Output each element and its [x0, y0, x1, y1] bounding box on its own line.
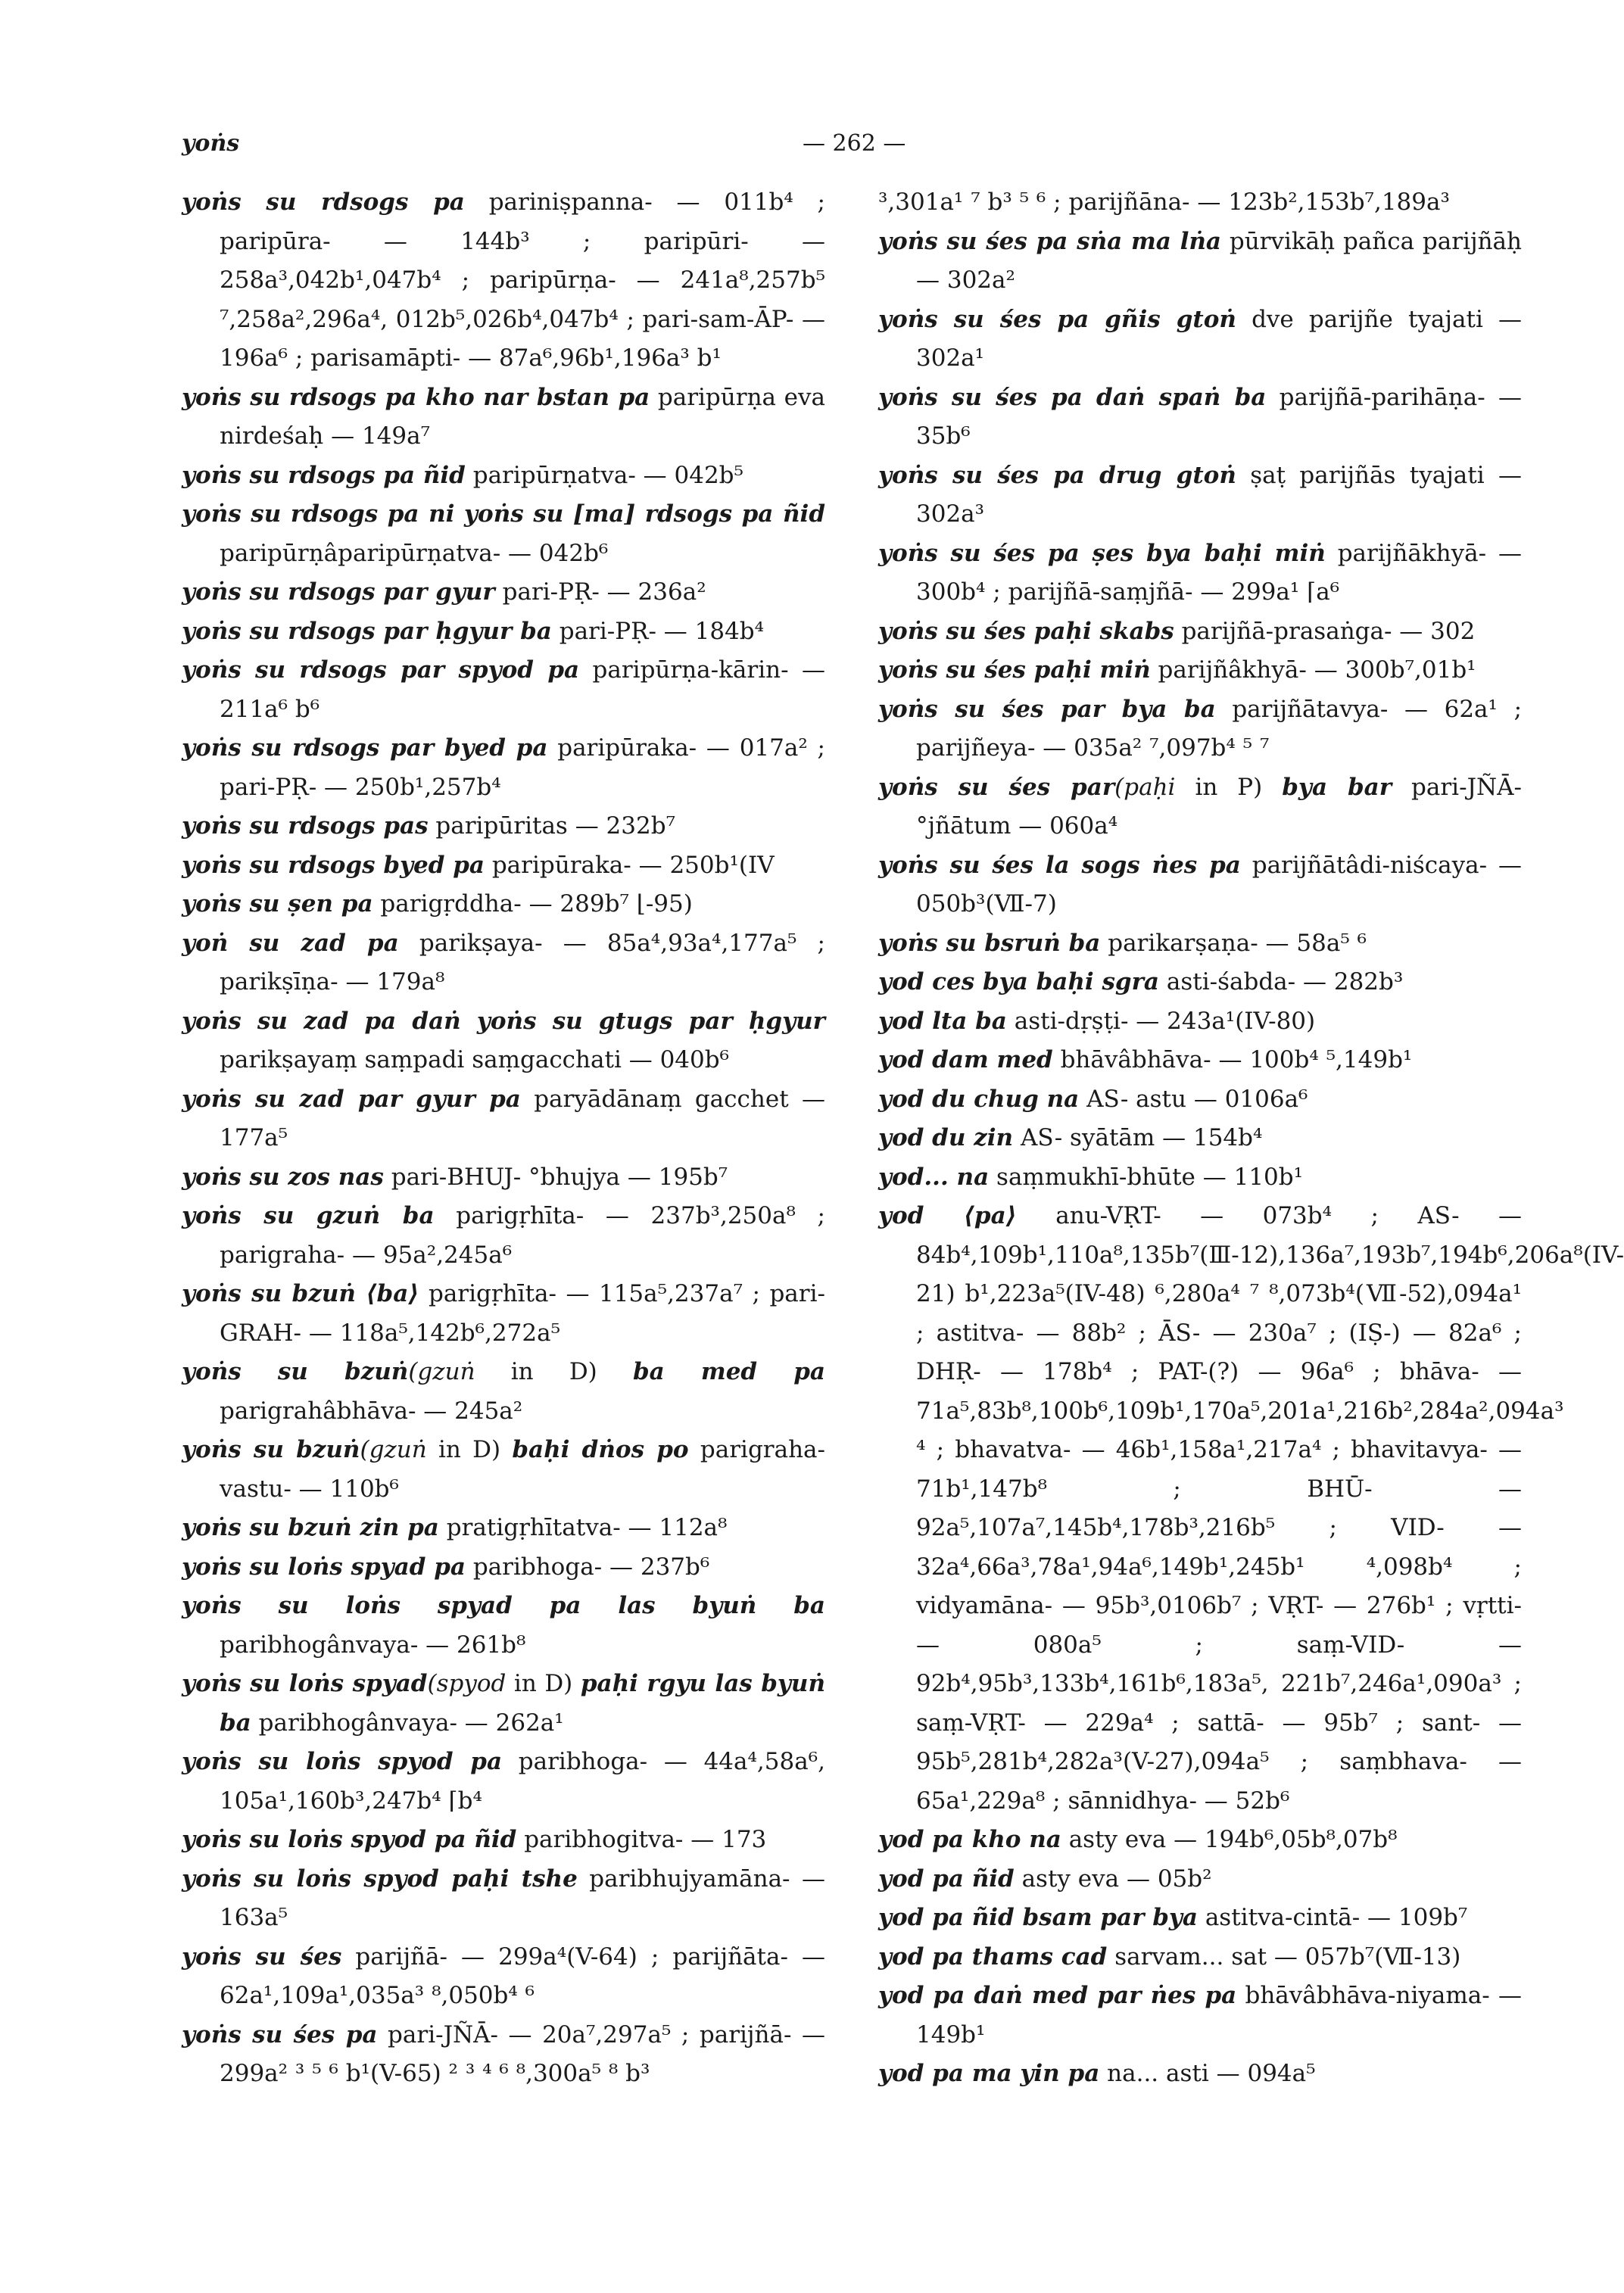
dictionary-entry — [182, 1821, 825, 1860]
entry-variant-source: in D) — [426, 1436, 513, 1463]
entry-headword: yoṅs su loṅs spyad pa — [182, 1553, 466, 1581]
dictionary-entry — [182, 1938, 825, 2016]
entry-definition: parigṛhīta- — 237b³,250a⁸ ; parigraha- — 95a²,245a⁶ — [220, 1202, 825, 1269]
entry-headword: yoṅs su śes — [182, 1943, 342, 1971]
entry-headword: yoṅs su śes paḥi miṅ — [878, 656, 1151, 684]
page-header — [182, 130, 1514, 168]
entry-headword: yod lta ba — [878, 1007, 1007, 1035]
entry-definition: pūrvikāḥ pañca parijñāḥ — 302a² — [916, 227, 1523, 294]
entry-definition: pari-BHUJ- °bhujya — 195b⁷ — [391, 1163, 728, 1191]
entry-definition: paribhoga- — 237b⁶ — [472, 1553, 710, 1581]
dictionary-entry — [182, 1353, 825, 1431]
dictionary-entry — [878, 183, 1522, 223]
dictionary-entry — [878, 534, 1522, 612]
entry-headword: yoṅs su bzuṅ — [182, 1436, 360, 1463]
left-column — [182, 183, 825, 2094]
dictionary-entry — [182, 183, 825, 379]
entry-definition: parijñā-parihāṇa- — 35b⁶ — [916, 383, 1522, 450]
entry-definition: paripūritas — 232b⁷ — [435, 812, 675, 840]
entry-variant: (paḥi — [1114, 773, 1176, 801]
entry-headword: yod dam med — [878, 1046, 1053, 1073]
entry-definition: paripūrṇa-kārin- — 211a⁶ b⁶ — [220, 656, 825, 723]
entry-headword: yoṅs su śes par — [878, 773, 1115, 801]
dictionary-entry — [878, 223, 1522, 301]
entry-headword: yod ces bya baḥi sgra — [878, 968, 1159, 995]
entry-headword: yoṅs su śes par bya ba — [878, 695, 1216, 723]
entry-definition: asty eva — 194b⁶,05b⁸,07b⁸ — [1068, 1826, 1398, 1853]
dictionary-entry — [878, 301, 1522, 379]
entry-headword-cont: paḥi rgyu las byuṅ ba — [220, 1670, 825, 1737]
entry-definition: pari-PṚ- — 184b⁴ — [559, 617, 765, 645]
entry-definition: paribhogânvaya- — 262a¹ — [258, 1709, 564, 1737]
dictionary-entry — [878, 1821, 1522, 1860]
entry-definition: parikṣayaṃ saṃpadi saṃgacchati — 040b⁶ — [220, 1046, 730, 1073]
entry-headword: yoṅs su śes pa drug gtoṅ — [878, 461, 1236, 489]
dictionary-entry — [182, 1002, 825, 1080]
entry-definition: AS- syātām — 154b⁴ — [1020, 1124, 1263, 1151]
entry-definition: AS- astu — 0106a⁶ — [1086, 1085, 1308, 1113]
entry-definition: paribhogitva- — 173 — [524, 1826, 767, 1853]
entry-headword: yoṅs su zad par gyur pa — [182, 1085, 521, 1113]
entry-headword: yoṅs su rdsogs par ḥgyur ba — [182, 617, 552, 645]
dictionary-entry — [878, 456, 1522, 534]
dictionary-entry — [878, 1938, 1522, 1977]
right-column — [878, 183, 1624, 2094]
entry-headword: yoṅs su gzuṅ ba — [182, 1202, 435, 1229]
entry-definition: anu-VṚT- — 073b⁴ ; AS- — 84b⁴,109b¹,110a⁸,135b⁷(Ⅲ-12),136a⁷,193b⁷,194b⁶,206a⁸(IV-21) b¹,223a⁵(IV-48) ⁶,280a⁴ ⁷ ⁸,073b⁴(Ⅶ-52),094a¹ ; astitva- — 88b² ; ĀS- — 230a⁷ ; (IṢ-) — 82a⁶ ; DHṚ- — 178b⁴ ; PAT-(?) — 96a⁶ ; bhāva- — 71a⁵,83b⁸,100b⁶,109b¹,170a⁵,201a¹,216b²,284a²,094a³ ⁴ ; bhavatva- — 46b¹,158a¹,217a⁴ ; bhavitavya- — 71b¹,147b⁸ ; BHŪ- — 92a⁵,107a⁷,145b⁴,178b³,216b⁵ ; VID- — 32a⁴,66a³,78a¹,94a⁶,149b¹,245b¹ ⁴,098b⁴ ; vidyamāna- — 95b³,0106b⁷ ; VṚT- — 276b¹ ; vṛtti- — 080a⁵ ; saṃ-VID- — 92b⁴,95b³,133b⁴,161b⁶,183a⁵, 221b⁷,246a¹,090a³ ; saṃ-VṚT- — 229a⁴ ; sattā- — 95b⁷ ; sant- — 95b⁵,281b⁴,282a³(V-27),094a⁵ ; saṃbhava- — 65a¹,229a⁸ ; sānnidhya- — 52b⁶ — [916, 1202, 1624, 1815]
dictionary-entry — [182, 651, 825, 729]
entry-headword: yod pa kho na — [878, 1826, 1061, 1853]
dictionary-entry — [182, 1509, 825, 1548]
entry-headword: yoṅs su rdsogs pas — [182, 812, 429, 840]
entry-definition: dve parijñe tyajati — 302a¹ — [916, 305, 1522, 372]
entry-definition: paryādānaṃ gacchet — 177a⁵ — [220, 1085, 825, 1151]
entry-headword: yoṅs su rdsogs pa — [182, 188, 465, 216]
dictionary-entry — [878, 1197, 1624, 1821]
entry-definition: parigṛddha- — 289b⁷ ⌊-95) — [380, 890, 693, 918]
entry-headword: yoṅs su zos nas — [182, 1163, 384, 1191]
entry-headword: yoṅs su loṅs spyad — [182, 1670, 428, 1697]
dictionary-entry — [878, 924, 1522, 964]
entry-headword: yod pa ñid bsam par bya — [878, 1904, 1198, 1931]
entry-headword: yoṅs su loṅs spyod paḥi tshe — [182, 1865, 578, 1893]
entry-definition: parigraha-vastu- — 110b⁶ — [220, 1436, 826, 1503]
entry-headword-cont: ba med pa — [632, 1358, 825, 1385]
dictionary-entry — [878, 1158, 1522, 1198]
entry-headword: yod du zin — [878, 1124, 1014, 1151]
dictionary-entry — [878, 1119, 1522, 1158]
dictionary-entry — [182, 495, 825, 573]
entry-headword: yoṅs su śes pa daṅ spaṅ ba — [878, 383, 1267, 411]
entry-variant-source: in P) — [1175, 773, 1283, 801]
entry-definition: parikṣaya- — 85a⁴,93a⁴,177a⁵ ; parikṣīṇa- — 179a⁸ — [220, 929, 825, 995]
entry-definition: asty eva — 05b² — [1021, 1865, 1212, 1893]
dictionary-entry — [182, 1197, 825, 1275]
entry-headword-cont: bya bar — [1282, 773, 1392, 801]
entry-variant: (gzuṅ — [408, 1358, 475, 1385]
dictionary-entry — [878, 1002, 1522, 1042]
dictionary-entry — [182, 924, 825, 1002]
entry-definition: paripūrṇa eva nirdeśaḥ — 149a⁷ — [220, 383, 825, 450]
dictionary-entry — [878, 1041, 1522, 1080]
entry-headword: yod pa ma yin pa — [878, 2060, 1100, 2087]
entry-headword: yoṅs su rdsogs par spyod pa — [182, 656, 580, 684]
entry-definition: asti-dṛṣṭi- — 243a¹(IV-80) — [1014, 1007, 1316, 1035]
dictionary-entry — [182, 1665, 825, 1743]
entry-headword: yoṅs su rdsogs pa ñid — [182, 461, 466, 489]
entry-definition: pariniṣpanna- — 011b⁴ ; paripūra- — 144b³ ; paripūri- — 258a³,042b¹,047b⁴ ; paripūrṇa- — 241a⁸,257b⁵ ⁷,258a²,296a⁴, 012b⁵,026b⁴,047b⁴ ; pari-sam-ĀP- — 196a⁶ ; parisamāpti- — 87a⁶,96b¹,196a³ b¹ — [220, 188, 826, 372]
entry-headword: yoṅs su bzuṅ — [182, 1358, 409, 1385]
dictionary-entry — [182, 1275, 825, 1353]
entry-headword: yod pa thams cad — [878, 1943, 1108, 1971]
entry-headword: yoṅs su ṣen pa — [182, 890, 373, 918]
entry-definition: astitva-cintā- — 109b⁷ — [1205, 1904, 1468, 1931]
entry-definition: paribhujyamāna- — 163a⁵ — [220, 1865, 825, 1931]
dictionary-entry — [878, 963, 1522, 1002]
entry-headword: yoṅs su rdsogs pa ni yoṅs su [ma] rdsogs pa ñid — [182, 500, 825, 528]
page-number: — 262 — — [803, 130, 906, 157]
entry-definition: parijñātâdi-niścaya- — 050b³(Ⅶ-7) — [916, 851, 1522, 918]
entry-definition: parijñā-prasaṅga- — 302 — [1181, 617, 1476, 645]
entry-definition: asti-śabda- — 282b³ — [1166, 968, 1404, 995]
entry-definition: parijñākhyā- — 300b⁴ ; parijñā-saṃjñā- — 299a¹ ⌈a⁶ — [916, 539, 1522, 606]
entry-headword: yoṅ su zad pa — [182, 929, 399, 957]
entry-definition: ṣaṭ parijñās tyajati — 302a³ — [916, 461, 1522, 528]
entry-definition: paripūraka- — 250b¹(IV — [491, 851, 775, 879]
entry-definition: bhāvâbhāva-niyama- — 149b¹ — [916, 1982, 1522, 2048]
entry-definition: na... asti — 094a⁵ — [1107, 2060, 1316, 2087]
entry-definition: bhāvâbhāva- — 100b⁴ ⁵,149b¹ — [1060, 1046, 1413, 1073]
dictionary-entry — [878, 690, 1522, 768]
dictionary-entry — [182, 1743, 825, 1821]
entry-variant-source: in D) — [475, 1358, 633, 1385]
entry-definition: parijñâkhyā- — 300b⁷,01b¹ — [1158, 656, 1476, 684]
entry-definition: parigṛhīta- — 115a⁵,237a⁷ ; pari-GRAH- — 118a⁵,142b⁶,272a⁵ — [220, 1280, 825, 1347]
entry-headword: yoṅs su rdsogs par gyur — [182, 578, 495, 606]
dictionary-entry — [182, 846, 825, 886]
entry-definition: ³,301a¹ ⁷ b³ ⁵ ⁶ ; parijñāna- — 123b²,153b⁷,189a³ — [878, 188, 1450, 216]
entry-variant: (gzuṅ — [360, 1436, 427, 1463]
entry-headword: yod du chug na — [878, 1085, 1080, 1113]
dictionary-entry — [878, 1977, 1522, 2055]
dictionary-entry — [182, 1860, 825, 1938]
entry-variant: (spyod — [427, 1670, 507, 1697]
entry-headword: yoṅs su śes pa — [182, 2020, 378, 2048]
dictionary-entry — [182, 807, 825, 846]
dictionary-entry — [182, 1080, 825, 1158]
entry-headword: yod... na — [878, 1163, 990, 1191]
dictionary-entry — [182, 729, 825, 807]
entry-headword: yoṅs su śes pa sṅa ma lṅa — [878, 227, 1222, 255]
dictionary-entry — [878, 1860, 1522, 1899]
entry-headword: yoṅs su rdsogs pa kho nar bstan pa — [182, 383, 650, 411]
entry-definition: parijñā- — 299a⁴(V-64) ; parijñāta- — 62a¹,109a¹,035a³ ⁸,050b⁴ ⁶ — [220, 1943, 826, 2009]
dictionary-entry — [182, 379, 825, 456]
dictionary-entry — [182, 1158, 825, 1198]
entry-headword: yod ⟨pa⟩ — [878, 1202, 1017, 1229]
entry-definition: parigrahâbhāva- — 245a² — [220, 1397, 523, 1425]
dictionary-entry — [182, 1431, 825, 1509]
dictionary-entry — [182, 1548, 825, 1587]
entry-definition: saṃmukhī-bhūte — 110b¹ — [996, 1163, 1304, 1191]
entry-definition: pratigṛhītatva- — 112a⁸ — [446, 1514, 728, 1541]
dictionary-entry — [878, 612, 1522, 652]
entry-headword: yoṅs su rdsogs byed pa — [182, 851, 485, 879]
entry-headword: yoṅs su śes pa gñis gtoṅ — [878, 305, 1236, 333]
entry-headword: yoṅs su bzuṅ zin pa — [182, 1514, 439, 1541]
running-head: yoṅs — [182, 130, 240, 157]
entry-headword: yoṅs su zad pa daṅ yoṅs su gtugs par ḥgyur — [182, 1007, 825, 1035]
dictionary-entry — [182, 2016, 825, 2094]
entry-headword: yoṅs su śes la sogs ṅes pa — [878, 851, 1241, 879]
dictionary-entry — [182, 885, 825, 924]
entry-definition: pari-JÑĀ- °jñātum — 060a⁴ — [916, 773, 1522, 840]
entry-definition: paripūrṇatva- — 042b⁵ — [472, 461, 743, 489]
dictionary-entry — [878, 2055, 1522, 2094]
dictionary-entry — [182, 573, 825, 612]
entry-headword: yoṅs su bzuṅ ⟨ba⟩ — [182, 1280, 419, 1307]
entry-headword: yoṅs su bsruṅ ba — [878, 929, 1101, 957]
entry-definition: paripūrṇâparipūrṇatva- — 042b⁶ — [220, 539, 609, 567]
dictionary-entry — [878, 768, 1522, 846]
entry-headword-cont: baḥi dṅos po — [512, 1436, 689, 1463]
entry-headword: yoṅs su loṅs spyad pa las byuṅ ba — [182, 1592, 825, 1619]
entry-definition: paripūraka- — 017a² ; pari-PṚ- — 250b¹,257b⁴ — [220, 734, 825, 801]
dictionary-entry — [182, 456, 825, 496]
entry-definition: pari-PṚ- — 236a² — [502, 578, 706, 606]
entry-definition: parikarṣaṇa- — 58a⁵ ⁶ — [1108, 929, 1367, 957]
dictionary-entry — [182, 612, 825, 652]
dictionary-entry — [878, 379, 1522, 456]
entry-variant-source: in D) — [506, 1670, 581, 1697]
entry-headword: yod pa ñid — [878, 1865, 1015, 1893]
entry-definition: sarvam... sat — 057b⁷(Ⅶ-13) — [1114, 1943, 1461, 1971]
dictionary-entry — [878, 1899, 1522, 1938]
dictionary-entry — [878, 651, 1522, 690]
entry-definition: paribhoga- — 44a⁴,58a⁶, 105a¹,160b³,247b⁴ ⌈b⁴ — [220, 1748, 825, 1815]
dictionary-entry — [878, 846, 1522, 924]
entry-headword: yoṅs su rdsogs par byed pa — [182, 734, 548, 762]
entry-headword: yoṅs su loṅs spyod pa ñid — [182, 1826, 517, 1853]
dictionary-entry — [182, 1587, 825, 1665]
dictionary-entry — [878, 1080, 1522, 1120]
entry-definition: paribhogânvaya- — 261b⁸ — [220, 1631, 526, 1659]
entry-headword: yoṅs su śes paḥi skabs — [878, 617, 1174, 645]
entry-definition: parijñātavya- — 62a¹ ; parijñeya- — 035a² ⁷,097b⁴ ⁵ ⁷ — [916, 695, 1523, 762]
entry-definition: pari-JÑĀ- — 20a⁷,297a⁵ ; parijñā- — 299a² ³ ⁵ ⁶ b¹(V-65) ² ³ ⁴ ⁶ ⁸,300a⁵ ⁸ b³ — [220, 2020, 826, 2087]
entry-headword: yod pa daṅ med par ṅes pa — [878, 1982, 1237, 2009]
entry-headword: yoṅs su śes pa ṣes bya baḥi miṅ — [878, 539, 1326, 567]
entry-headword: yoṅs su loṅs spyod pa — [182, 1748, 503, 1775]
